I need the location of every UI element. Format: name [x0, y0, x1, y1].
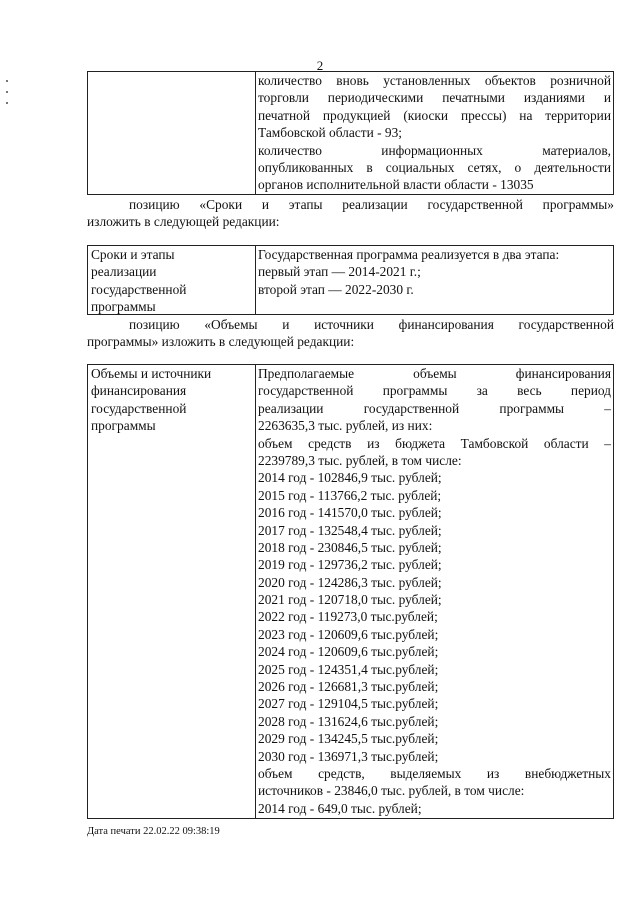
year-line: 2014 год - 102846,9 тыс. рублей; [258, 470, 442, 486]
instruction-paragraph-funding [87, 316, 614, 351]
paragraph-line: позицию «Объемы и источники финансирования государственной [129, 317, 614, 332]
year-line: 2027 год - 129104,5 тыс.рублей; [258, 696, 439, 712]
value-line: первый этап — 2014-2021 г.; [258, 264, 421, 280]
funding-line: объем средств, выделяемых из внебюджетных [258, 765, 611, 781]
year-line: 2026 год - 126681,3 тыс.рублей; [258, 679, 439, 695]
funding-label-cell [88, 365, 256, 818]
terms-value-cell [256, 246, 613, 298]
funding-line: объем средств из бюджета Тамбовской области – [258, 435, 611, 451]
indicator-line: органов исполнительной власти области - 13035 [258, 177, 534, 193]
label-line: государственной [91, 400, 187, 416]
year-line: 2021 год - 120718,0 тыс. рублей; [258, 592, 442, 608]
terms-table [87, 245, 614, 315]
paragraph-line: программы» изложить в следующей редакции: [87, 334, 355, 350]
label-line: финансирования [91, 383, 187, 399]
year-line: 2019 год - 129736,2 тыс. рублей; [258, 557, 442, 573]
year-line: 2025 год - 124351,4 тыс.рублей; [258, 661, 439, 677]
year-line: 2030 год - 136971,3 тыс.рублей; [258, 748, 439, 764]
indicators-table [87, 71, 614, 195]
indicator-line: количество вновь установленных объектов розничной [258, 73, 611, 88]
label-line: программы [91, 299, 156, 315]
paragraph-line: изложить в следующей редакции: [87, 214, 280, 230]
year-line: 2017 год - 132548,4 тыс. рублей; [258, 522, 442, 538]
funding-line: реализации государственной программы – [258, 400, 611, 416]
indicators-left-cell [88, 72, 256, 194]
year-line: 2014 год - 649,0 тыс. рублей; [258, 800, 422, 816]
year-line: 2023 год - 120609,6 тыс.рублей; [258, 626, 439, 642]
left-margin-marks [6, 80, 9, 113]
funding-value-cell [256, 365, 613, 817]
year-line: 2018 год - 230846,5 тыс. рублей; [258, 539, 442, 555]
year-line: 2020 год - 124286,3 тыс. рублей; [258, 574, 442, 590]
label-line: программы [91, 418, 156, 434]
indicator-line: Тамбовской области - 93; [258, 125, 403, 141]
value-line: Государственная программа реализуется в два этапа: [258, 247, 560, 262]
print-date: Дата печати 22.02.22 09:38:19 [87, 826, 220, 837]
terms-label-cell [88, 246, 256, 314]
indicator-line: количество информационных материалов, [258, 142, 611, 158]
indicator-line: печатной продукцией (киоски прессы) на территории [258, 107, 611, 123]
value-line: второй этап — 2022-2030 г. [258, 281, 414, 297]
year-line: 2015 год - 113766,2 тыс. рублей; [258, 487, 442, 503]
instruction-paragraph-terms [87, 196, 614, 231]
year-line: 2016 год - 141570,0 тыс. рублей; [258, 505, 442, 521]
funding-line: Предполагаемые объемы финансирования [258, 366, 611, 381]
year-line: 2028 год - 131624,6 тыс.рублей; [258, 713, 439, 729]
funding-line: 2263635,3 тыс. рублей, из них: [258, 418, 433, 434]
paragraph-line: позицию «Сроки и этапы реализации государственной программы» [129, 197, 614, 212]
page-number: 2 [316, 58, 324, 73]
year-line: 2024 год - 120609,6 тыс.рублей; [258, 644, 439, 660]
funding-line: источников - 23846,0 тыс. рублей, в том числе: [258, 783, 525, 799]
label-line: Сроки и этапы [91, 247, 175, 262]
funding-table [87, 364, 614, 819]
funding-line: государственной программы за весь период [258, 383, 611, 399]
indicator-line: опубликованных в социальных сетях, о деятельности [258, 159, 611, 175]
label-line: реализации [91, 264, 157, 280]
indicators-right-cell [256, 72, 613, 194]
label-line: Объемы и источники [91, 366, 212, 381]
indicator-line: торговли периодическими печатными изданиями и [258, 90, 611, 106]
year-line: 2029 год - 134245,5 тыс.рублей; [258, 731, 439, 747]
year-line: 2022 год - 119273,0 тыс.рублей; [258, 609, 438, 625]
label-line: государственной [91, 281, 187, 297]
funding-line: 2239789,3 тыс. рублей, в том числе: [258, 452, 462, 468]
